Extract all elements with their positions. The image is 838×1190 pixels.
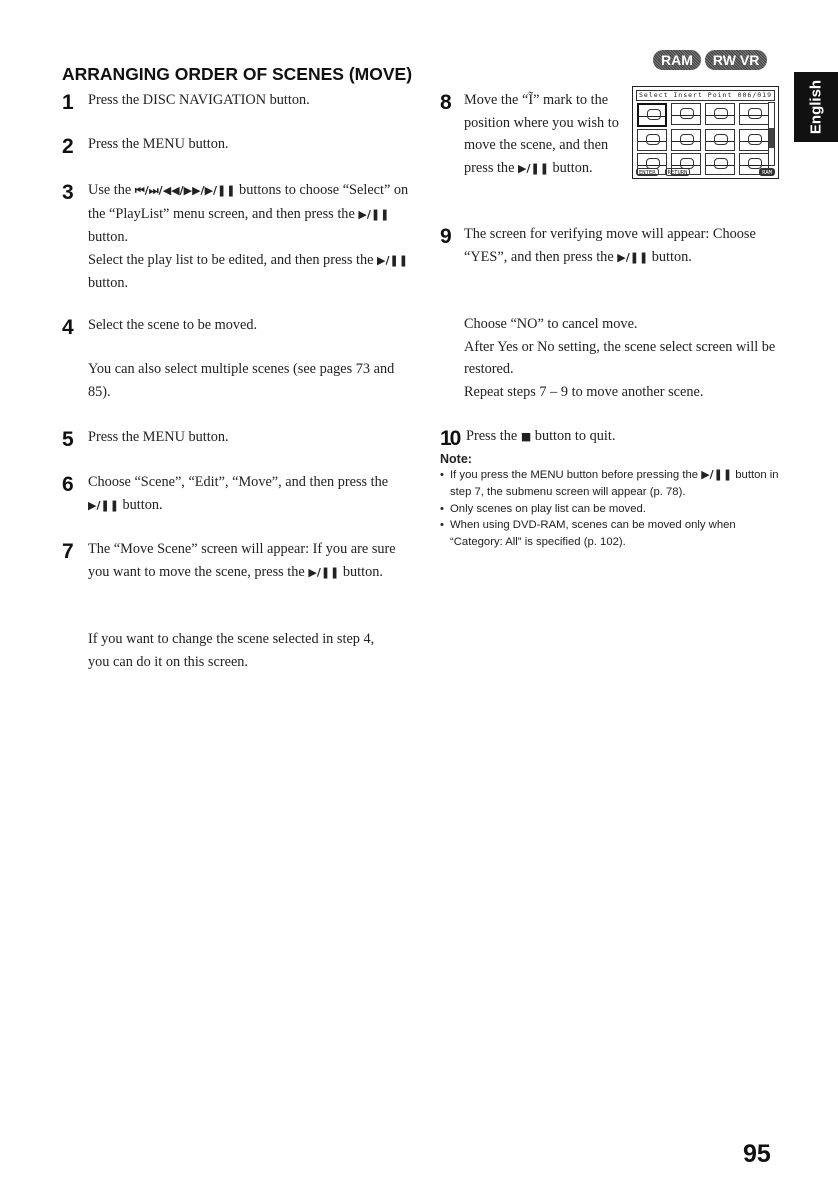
scene-thumbnail [671,103,701,125]
disc-type-badges [653,50,767,70]
play-pause-icon: ▶/❚❚ [377,253,408,267]
disc-label: RAM [759,168,775,176]
badge-rw-vr: RW VR [705,50,767,70]
step-7-sub: If you want to change the scene selected in step 4, you can do it on this screen. [88,631,375,670]
screen-footer [636,168,775,176]
step-2-text: Press the MENU button. [88,136,229,152]
scene-thumbnail [671,129,701,151]
note-heading: Note: [440,452,472,466]
text: button. [88,275,129,291]
play-pause-icon: ▶/❚❚ [88,498,119,512]
scene-counter: 006/019 [737,91,772,99]
text: Move the “ [464,92,529,108]
step-7-text [88,538,408,584]
badge-ram: RAM [653,50,701,70]
text: Select the play list to be edited, and then press the [88,251,378,268]
text: button in step 7, the submenu screen will appear (p. 78). [450,469,779,498]
text: button. [118,496,163,513]
scene-thumbnail [705,129,735,151]
scene-thumbnail [739,103,769,125]
note-item: • When using DVD-RAM, scenes can be moved only when “Category: All” is specified (p. 102). [440,517,790,551]
step-6-text [88,471,403,517]
scene-thumbnail [705,103,735,125]
step-9-text [464,223,794,269]
step-1-text: Press the DISC NAVIGATION button. [88,92,310,108]
text: button. [548,159,593,176]
screen-title: Select Insert Point [639,91,733,99]
text: Use the [88,182,135,198]
language-tab [794,72,838,142]
thumbnail-grid [637,103,778,175]
step-number: 4 [62,316,74,339]
step-9-sub [464,313,794,403]
text: button to quit. [531,428,616,444]
return-label: RETURN [665,168,691,176]
text: ” mark to the position where you wish to move the scene, and then press the [464,92,619,176]
page-title: ARRANGING ORDER OF SCENES (MOVE) [62,64,413,84]
play-pause-icon: ▶/❚❚ [701,468,733,481]
step-number: 1 [62,91,74,114]
step-number: 10 [440,427,460,450]
step-4-text: Select the scene to be moved. [88,317,258,333]
play-pause-icon: ▶/❚❚ [617,250,649,264]
step-number: 5 [62,428,74,451]
scrollbar [768,102,775,166]
language-tab-label: English [807,79,825,135]
enter-label: ENTER [636,168,659,176]
play-pause-icon: ▶/❚❚ [358,207,390,221]
text: Press the [466,428,521,444]
step-number: 3 [62,181,74,204]
text: button. [339,563,383,580]
play-pause-icon: ▶/❚❚ [308,565,340,579]
scene-thumbnail [739,129,769,151]
text: If you press the MENU button before pressing the [450,469,702,481]
text: After Yes or No setting, the scene select screen will be restored. [464,338,776,377]
step-8-text [464,89,626,180]
play-pause-icon: ▶/❚❚ [518,161,549,175]
nav-buttons-icon: ⏮/⏭/◀◀/▶▶/▶/❚❚ [134,184,236,197]
step-number: 6 [62,473,74,496]
note-item: • Only scenes on play list can be moved. [440,501,790,518]
step-number: 9 [440,225,452,248]
insert-mark-icon: Ĩ [528,92,534,108]
text: button. [88,229,129,245]
step-number: 8 [440,91,452,114]
page-number: 95 [743,1140,771,1168]
note-list [440,467,790,551]
step-3-text [88,179,418,295]
text: button. [648,248,692,265]
text: buttons to choose “Select” on the “PlayList” menu screen, and then press the [88,182,409,222]
text: Choose “NO” to cancel move. [464,316,638,332]
stop-icon: ■ [520,430,532,443]
step-number: 7 [62,540,74,563]
step-5-text: Press the MENU button. [88,429,229,445]
scene-thumbnail [637,103,667,127]
note-item [440,467,790,501]
step-10-text [466,425,786,449]
select-insert-point-screen [632,86,779,179]
text: Repeat steps 7 – 9 to move another scene. [464,383,704,400]
step-number: 2 [62,135,74,158]
scene-thumbnail [637,129,667,151]
step-4-sub: You can also select multiple scenes (see pages 73 and 85). [88,361,395,400]
text: The screen for verifying move will appear: Choose “YES”, and then press the [464,226,756,265]
screen-header [636,90,775,101]
text: The “Move Scene” screen will appear: If you are sure you want to move the scene, press the [88,541,396,580]
text: Choose “Scene”, “Edit”, “Move”, and then press the [88,474,389,490]
